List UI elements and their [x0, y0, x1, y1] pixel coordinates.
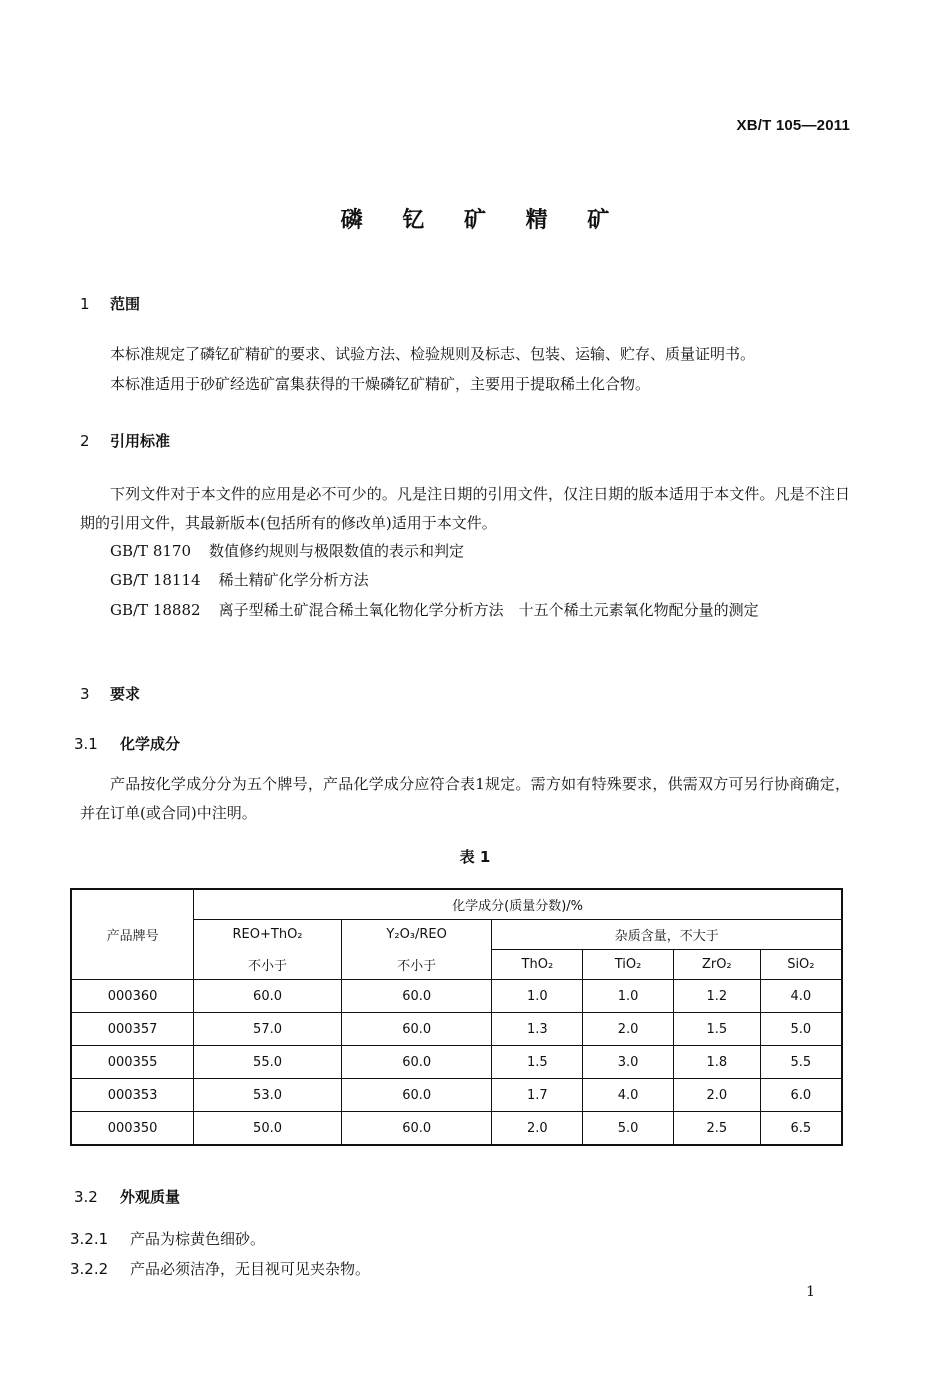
reo-tho2-cell: 50.0: [194, 1112, 342, 1146]
table-row: [71, 1046, 842, 1079]
zro2-cell: 2.0: [673, 1079, 760, 1112]
grade-cell: 000353: [71, 1079, 194, 1112]
tio2-cell: 1.0: [583, 980, 674, 1013]
section-title: 化学成分: [120, 735, 181, 753]
section-1-paragraph-2: 本标准适用于砂矿经选矿富集获得的干燥磷钇矿精矿，主要用于提取稀土化合物。: [110, 375, 651, 393]
tho2-cell: 1.0: [492, 980, 583, 1013]
zro2-cell: 1.2: [673, 980, 760, 1013]
section-3-2-1: [70, 1228, 265, 1249]
reo-tho2-header: REO+ThO₂: [194, 920, 342, 950]
section-3-1-paragraph: 产品按化学成分分为五个牌号，产品化学成分应符合表1规定。需方如有特殊要求，供需双方可另行协商确定，并在订单(或合同)中注明。: [80, 775, 850, 822]
reference-title: 稀土精矿化学分析方法: [218, 571, 369, 589]
grade-cell: 000355: [71, 1046, 194, 1079]
section-1-heading: [80, 293, 140, 314]
section-3-heading: [80, 683, 140, 704]
sio2-header: SiO₂: [760, 950, 842, 980]
section-number: 3.1: [74, 735, 98, 753]
table-row: [71, 1112, 842, 1146]
section-number: 3.2.1: [70, 1230, 109, 1248]
section-3-2-2: [70, 1258, 370, 1279]
section-title: 要求: [110, 685, 141, 703]
section-title: 范围: [110, 295, 141, 313]
section-2-heading: [80, 430, 170, 451]
sio2-cell: 6.5: [760, 1112, 842, 1146]
sio2-cell: 5.5: [760, 1046, 842, 1079]
reference-item: [110, 540, 464, 561]
zro2-cell: 1.5: [673, 1013, 760, 1046]
y2o3-reo-cell: 60.0: [341, 980, 492, 1013]
tho2-cell: 2.0: [492, 1112, 583, 1146]
page-number: 1: [806, 1284, 815, 1300]
clause-text: 产品必须洁净，无目视可见夹杂物。: [130, 1260, 371, 1278]
sio2-cell: 5.0: [760, 1013, 842, 1046]
section-number: 2: [80, 432, 90, 450]
grade-cell: 000350: [71, 1112, 194, 1146]
tio2-header: TiO₂: [583, 950, 674, 980]
table-row: [71, 1079, 842, 1112]
section-number: 3.2.2: [70, 1260, 109, 1278]
chemical-composition-table: [70, 888, 843, 1146]
tio2-cell: 2.0: [583, 1013, 674, 1046]
standard-code: XB/T 105—2011: [736, 117, 850, 134]
section-title: 外观质量: [120, 1188, 181, 1206]
reo-tho2-cell: 57.0: [194, 1013, 342, 1046]
sio2-cell: 6.0: [760, 1079, 842, 1112]
sio2-cell: 4.0: [760, 980, 842, 1013]
zro2-header: ZrO₂: [673, 950, 760, 980]
grade-header: 产品牌号: [71, 889, 194, 980]
section-3-1-heading: [74, 733, 180, 754]
y2o3-reo-cell: 60.0: [341, 1112, 492, 1146]
tho2-cell: 1.5: [492, 1046, 583, 1079]
chem-composition-header: 化学成分(质量分数)/%: [194, 889, 842, 920]
reference-item: [110, 569, 369, 590]
zro2-cell: 2.5: [673, 1112, 760, 1146]
y2o3-reo-min-label: 不小于: [341, 950, 492, 980]
tho2-header: ThO₂: [492, 950, 583, 980]
tho2-cell: 1.3: [492, 1013, 583, 1046]
reference-code: GB/T 18114: [110, 571, 201, 589]
section-title: 引用标准: [110, 432, 171, 450]
reo-tho2-min-label: 不小于: [194, 950, 342, 980]
y2o3-reo-cell: 60.0: [341, 1046, 492, 1079]
table-row: [71, 980, 842, 1013]
reference-title: 离子型稀土矿混合稀土氧化物化学分析方法 十五个稀土元素氧化物配分量的测定: [218, 601, 759, 619]
table-caption: 表 1: [459, 848, 491, 866]
y2o3-reo-header: Y₂O₃/REO: [341, 920, 492, 950]
reo-tho2-cell: 53.0: [194, 1079, 342, 1112]
reference-code: GB/T 18882: [110, 601, 201, 619]
reo-tho2-cell: 55.0: [194, 1046, 342, 1079]
section-number: 1: [80, 295, 90, 313]
reo-tho2-cell: 60.0: [194, 980, 342, 1013]
section-1-paragraph-1: 本标准规定了磷钇矿精矿的要求、试验方法、检验规则及标志、包装、运输、贮存、质量证明书。: [110, 345, 756, 363]
section-number: 3.2: [74, 1188, 98, 1206]
document-title: 磷 钇 矿 精 矿: [340, 207, 626, 233]
section-2-paragraph-1: 下列文件对于本文件的应用是必不可少的。凡是注日期的引用文件，仅注日期的版本适用于本文件。凡是不注日期的引用文件，其最新版本(包括所有的修改单)适用于本文件。: [80, 485, 850, 532]
table-row: [71, 1013, 842, 1046]
reference-title: 数值修约规则与极限数值的表示和判定: [209, 542, 465, 560]
tho2-cell: 1.7: [492, 1079, 583, 1112]
tio2-cell: 4.0: [583, 1079, 674, 1112]
y2o3-reo-cell: 60.0: [341, 1013, 492, 1046]
section-number: 3: [80, 685, 90, 703]
reference-item: [80, 596, 850, 625]
tio2-cell: 5.0: [583, 1112, 674, 1146]
reference-code: GB/T 8170: [110, 542, 192, 560]
section-3-2-heading: [74, 1186, 180, 1207]
grade-cell: 000357: [71, 1013, 194, 1046]
clause-text: 产品为棕黄色细砂。: [130, 1230, 266, 1248]
impurity-header: 杂质含量，不大于: [492, 920, 842, 950]
tio2-cell: 3.0: [583, 1046, 674, 1079]
y2o3-reo-cell: 60.0: [341, 1079, 492, 1112]
zro2-cell: 1.8: [673, 1046, 760, 1079]
grade-cell: 000360: [71, 980, 194, 1013]
